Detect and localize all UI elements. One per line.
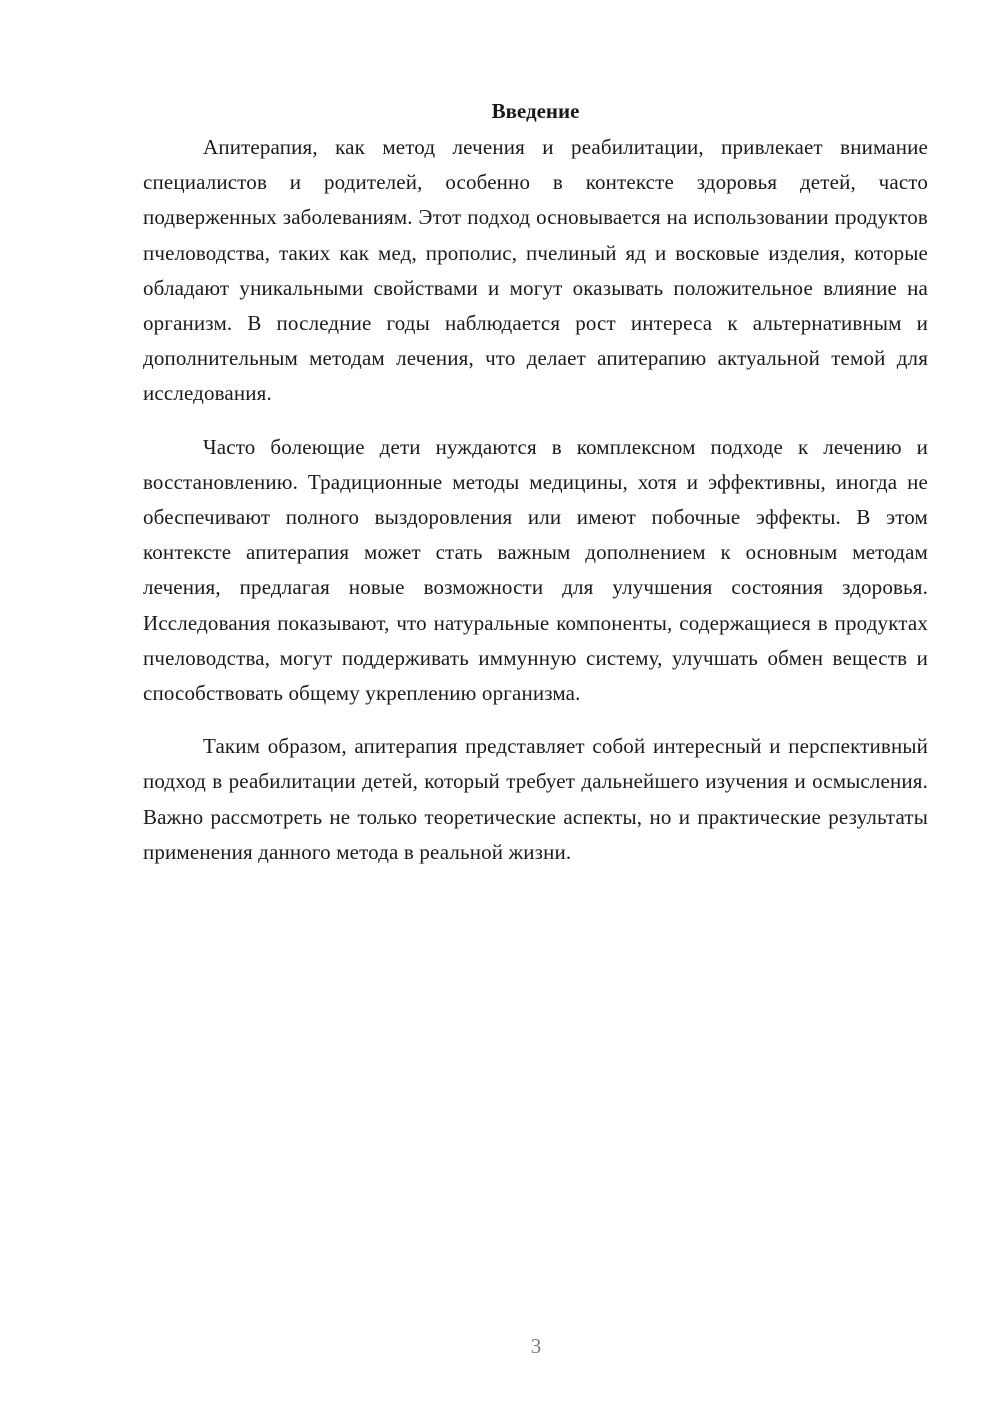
page-number: 3: [530, 1334, 542, 1358]
page-content: [143, 96, 928, 888]
paragraph-children: Часто болеющие дети нуждаются в комплексном подходе к лечению и восстановлению. Традиционные методы медицины, хотя и эффективны, иногда не обеспечивают полного выздоровления или имеют побочные эффекты. В этом контексте апитерапия может стать важным дополнением к основным методам лечения, предлагая новые возможности для улучшения состояния здоровья. Исследования показывают, что натуральные компоненты, содержащиеся в продуктах пчеловодства, могут поддерживать иммунную систему, улучшать обмен веществ и способствовать общему укреплению организма.: [143, 434, 928, 706]
paragraph-conclusion: Таким образом, апитерапия представляет собой интересный и перспективный подход в реабилитации детей, который требует дальнейшего изучения и осмысления. Важно рассмотреть не только теоретические аспекты, но и практические результаты применения данного метода в реальной жизни.: [143, 734, 928, 864]
paragraph-intro: Апитерапия, как метод лечения и реабилитации, привлекает внимание специалистов и родителей, особенно в контексте здоровья детей, часто подверженных заболеваниям. Этот подход основывается на использовании продуктов пчеловодства, таких как мед, прополис, пчелиный яд и восковые изделия, которые обладают уникальными свойствами и могут оказывать положительное влияние на организм. В последние годы наблюдается рост интереса к альтернативным и дополнительным методам лечения, что делает апитерапию актуальной темой для исследования.: [143, 135, 928, 406]
section-title: Введение: [491, 99, 580, 123]
